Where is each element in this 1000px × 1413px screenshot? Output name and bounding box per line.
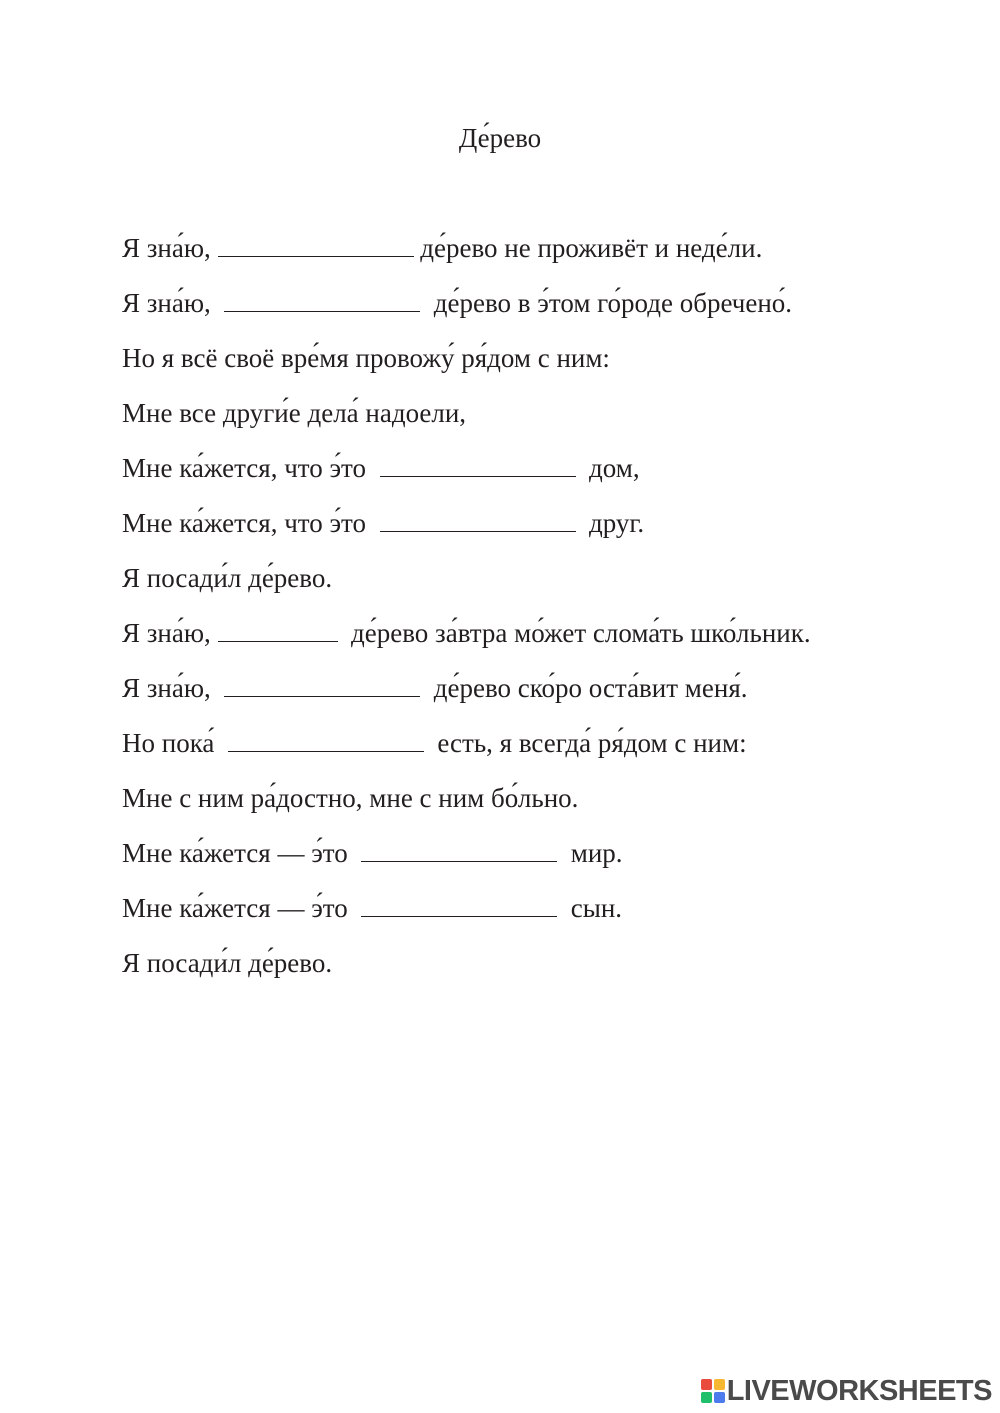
poem-line-14: Я посади́л де́рево. [122,948,333,978]
line-text-after: де́рево ско́ро оста́вит меня́. [420,673,748,703]
worksheet-title: Де́рево [458,123,542,153]
answer-input-9[interactable] [361,898,557,924]
poem-line-12 [122,835,623,871]
answer-blank-6[interactable] [224,670,420,697]
line-text-after: сын. [557,893,623,923]
liveworksheets-logo-icon [701,1379,725,1403]
poem-line-4: Мне все други́е дела́ надоели, [122,398,467,428]
answer-input-2[interactable] [224,293,420,319]
answer-blank-1[interactable] [218,230,414,257]
poem-line-13 [122,890,622,926]
answer-input-8[interactable] [361,843,557,869]
answer-input-3[interactable] [380,458,576,484]
poem-line-3: Но я всё своё вре́мя провожу́ ря́дом с ним: [122,343,610,373]
line-text-after: дом, [575,453,640,483]
line-text-before: Мне ка́жется — э́то [122,838,362,868]
answer-blank-4[interactable] [380,505,576,532]
answer-input-4[interactable] [380,513,576,539]
line-text-before: Я зна́ю, [122,618,218,648]
line-text-before: Но пока́ [122,728,228,758]
answer-blank-8[interactable] [361,835,557,862]
poem-line-5 [122,450,640,486]
logo-text: LIVEWORKSHEETS [726,1374,992,1407]
poem-line-7: Я посади́л де́рево. [122,563,333,593]
line-text-before: Мне ка́жется — э́то [122,893,362,923]
line-text-before: Я зна́ю, [122,233,218,263]
line-text-before: Я зна́ю, [122,288,225,318]
poem-line-10 [122,725,747,761]
liveworksheets-logo [701,1374,992,1408]
poem-line-9 [122,670,748,706]
answer-input-6[interactable] [224,678,420,704]
answer-blank-7[interactable] [228,725,424,752]
poem-line-11: Мне с ним ра́достно, мне с ним бо́льно. [122,783,579,813]
line-text-before: Мне ка́жется, что э́то [122,508,380,538]
answer-blank-2[interactable] [224,285,420,312]
poem-line-2 [122,285,792,321]
answer-input-7[interactable] [228,733,424,759]
line-text-after: друг. [575,508,645,538]
line-text-after: есть, я всегда́ ря́дом с ним: [423,728,747,758]
line-text-after: де́рево за́втра мо́жет слома́ть шко́льник. [337,618,811,648]
line-text-before: Я зна́ю, [122,673,225,703]
poem-line-6 [122,505,644,541]
line-text-after: де́рево не проживёт и неде́ли. [413,233,763,263]
poem-line-1 [122,230,762,266]
line-text-before: Мне ка́жется, что э́то [122,453,380,483]
answer-blank-3[interactable] [380,450,576,477]
line-text-after: де́рево в э́том го́роде обречено́. [420,288,793,318]
answer-blank-5[interactable] [218,615,338,642]
answer-input-5[interactable] [218,623,338,649]
poem-line-8 [122,615,811,651]
answer-input-1[interactable] [218,238,414,264]
line-text-after: мир. [557,838,623,868]
answer-blank-9[interactable] [361,890,557,917]
